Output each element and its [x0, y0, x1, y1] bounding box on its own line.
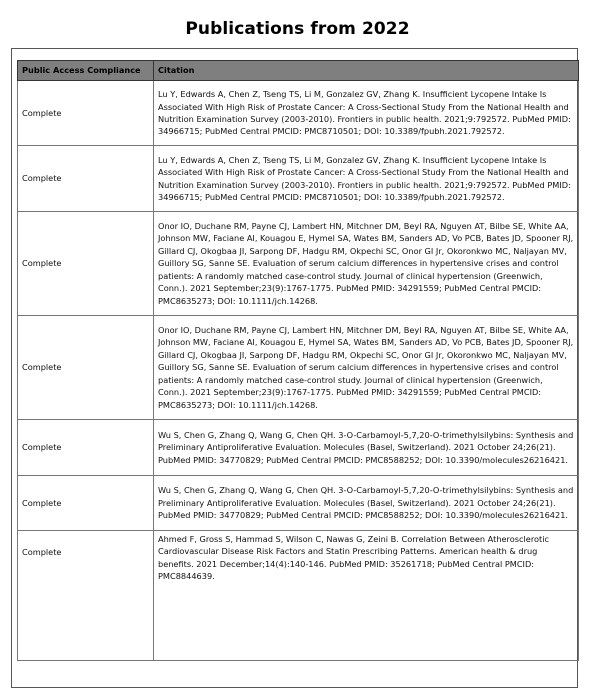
citation-text: Onor IO, Duchane RM, Payne CJ, Lambert HN, Mitchner DM, Beyl RA, Nguyen AT, Bilbe SE, White AA, Johnson MW, Faciane AI, Kouagou E, Hymel SA, Wates BM, Sanders AD, Vo PCB, Bates JD, Spooner RJ, Gillard CJ, Okogbaa JI, Sarpong DF, Hadgu RM, Okpechi SC, Onor GI Jr, Okoronkwo MC, Naljayan MV, Guillory SG, Sanne SE. Evaluation of serum calcium differences in hypertensive crises and control patients: A randomly matched case-control study. Journal of clinical hypertension (Greenwich, Conn.). 2021 September;23(9):1767-1775. PubMed PMID: 34291559; PubMed Central PMCID: PMC8635273; DOI: 10.1111/jch.14268. — [154, 316, 579, 420]
header-public-access-compliance: Public Access Compliance — [18, 61, 154, 81]
publications-table — [17, 60, 579, 661]
header-citation: Citation — [154, 61, 579, 81]
compliance-status: Complete — [18, 531, 154, 661]
table-row — [18, 531, 579, 661]
table-header-row — [18, 61, 579, 81]
citation-text: Lu Y, Edwards A, Chen Z, Tseng TS, Li M, Gonzalez GV, Zhang K. Insufficient Lycopene Intake Is Associated With High Risk of Prostate Cancer: A Cross-Sectional Study From the National Health and Nutrition Examination Survey (2003-2010). Frontiers in public health. 2021;9:792572. PubMed PMID: 34966715; PubMed Central PMCID: PMC8710501; DOI: 10.3389/fpubh.2021.792572. — [154, 81, 579, 146]
table-row — [18, 476, 579, 531]
table-row — [18, 212, 579, 316]
citation-text: Lu Y, Edwards A, Chen Z, Tseng TS, Li M, Gonzalez GV, Zhang K. Insufficient Lycopene Intake Is Associated With High Risk of Prostate Cancer: A Cross-Sectional Study From the National Health and Nutrition Examination Survey (2003-2010). Frontiers in public health. 2021;9:792572. PubMed PMID: 34966715; PubMed Central PMCID: PMC8710501; DOI: 10.3389/fpubh.2021.792572. — [154, 146, 579, 212]
citation-text: Wu S, Chen G, Zhang Q, Wang G, Chen QH. 3-O-Carbamoyl-5,7,20-O-trimethylsilybins: Synthesis and Preliminary Antiproliferative Evaluation. Molecules (Basel, Switzerland). 2021 October 24;26(21). PubMed PMID: 34770829; PubMed Central PMCID: PMC8588252; DOI: 10.3390/molecules26216421. — [154, 420, 579, 476]
citation-text: Wu S, Chen G, Zhang Q, Wang G, Chen QH. 3-O-Carbamoyl-5,7,20-O-trimethylsilybins: Synthesis and Preliminary Antiproliferative Evaluation. Molecules (Basel, Switzerland). 2021 October 24;26(21). PubMed PMID: 34770829; PubMed Central PMCID: PMC8588252; DOI: 10.3390/molecules26216421. — [154, 476, 579, 531]
compliance-status: Complete — [18, 420, 154, 476]
table-row — [18, 420, 579, 476]
citation-text: Onor IO, Duchane RM, Payne CJ, Lambert HN, Mitchner DM, Beyl RA, Nguyen AT, Bilbe SE, White AA, Johnson MW, Faciane AI, Kouagou E, Hymel SA, Wates BM, Sanders AD, Vo PCB, Bates JD, Spooner RJ, Gillard CJ, Okogbaa JI, Sarpong DF, Hadgu RM, Okpechi SC, Onor GI Jr, Okoronkwo MC, Naljayan MV, Guillory SG, Sanne SE. Evaluation of serum calcium differences in hypertensive crises and control patients: A randomly matched case-control study. Journal of clinical hypertension (Greenwich, Conn.). 2021 September;23(9):1767-1775. PubMed PMID: 34291559; PubMed Central PMCID: PMC8635273; DOI: 10.1111/jch.14268. — [154, 212, 579, 316]
compliance-status: Complete — [18, 81, 154, 146]
compliance-status: Complete — [18, 316, 154, 420]
compliance-status: Complete — [18, 146, 154, 212]
table-row — [18, 316, 579, 420]
citation-text: Ahmed F, Gross S, Hammad S, Wilson C, Nawas G, Zeini B. Correlation Between Atherosclerotic Cardiovascular Disease Risk Factors and Statin Prescribing Patterns. American health & drug benefits. 2021 December;14(4):140-146. PubMed PMID: 35261718; PubMed Central PMCID: PMC8844639. — [154, 531, 579, 661]
table-row — [18, 81, 579, 146]
compliance-status: Complete — [18, 212, 154, 316]
compliance-status: Complete — [18, 476, 154, 531]
table-row — [18, 146, 579, 212]
page-title: Publications from 2022 — [185, 19, 410, 39]
